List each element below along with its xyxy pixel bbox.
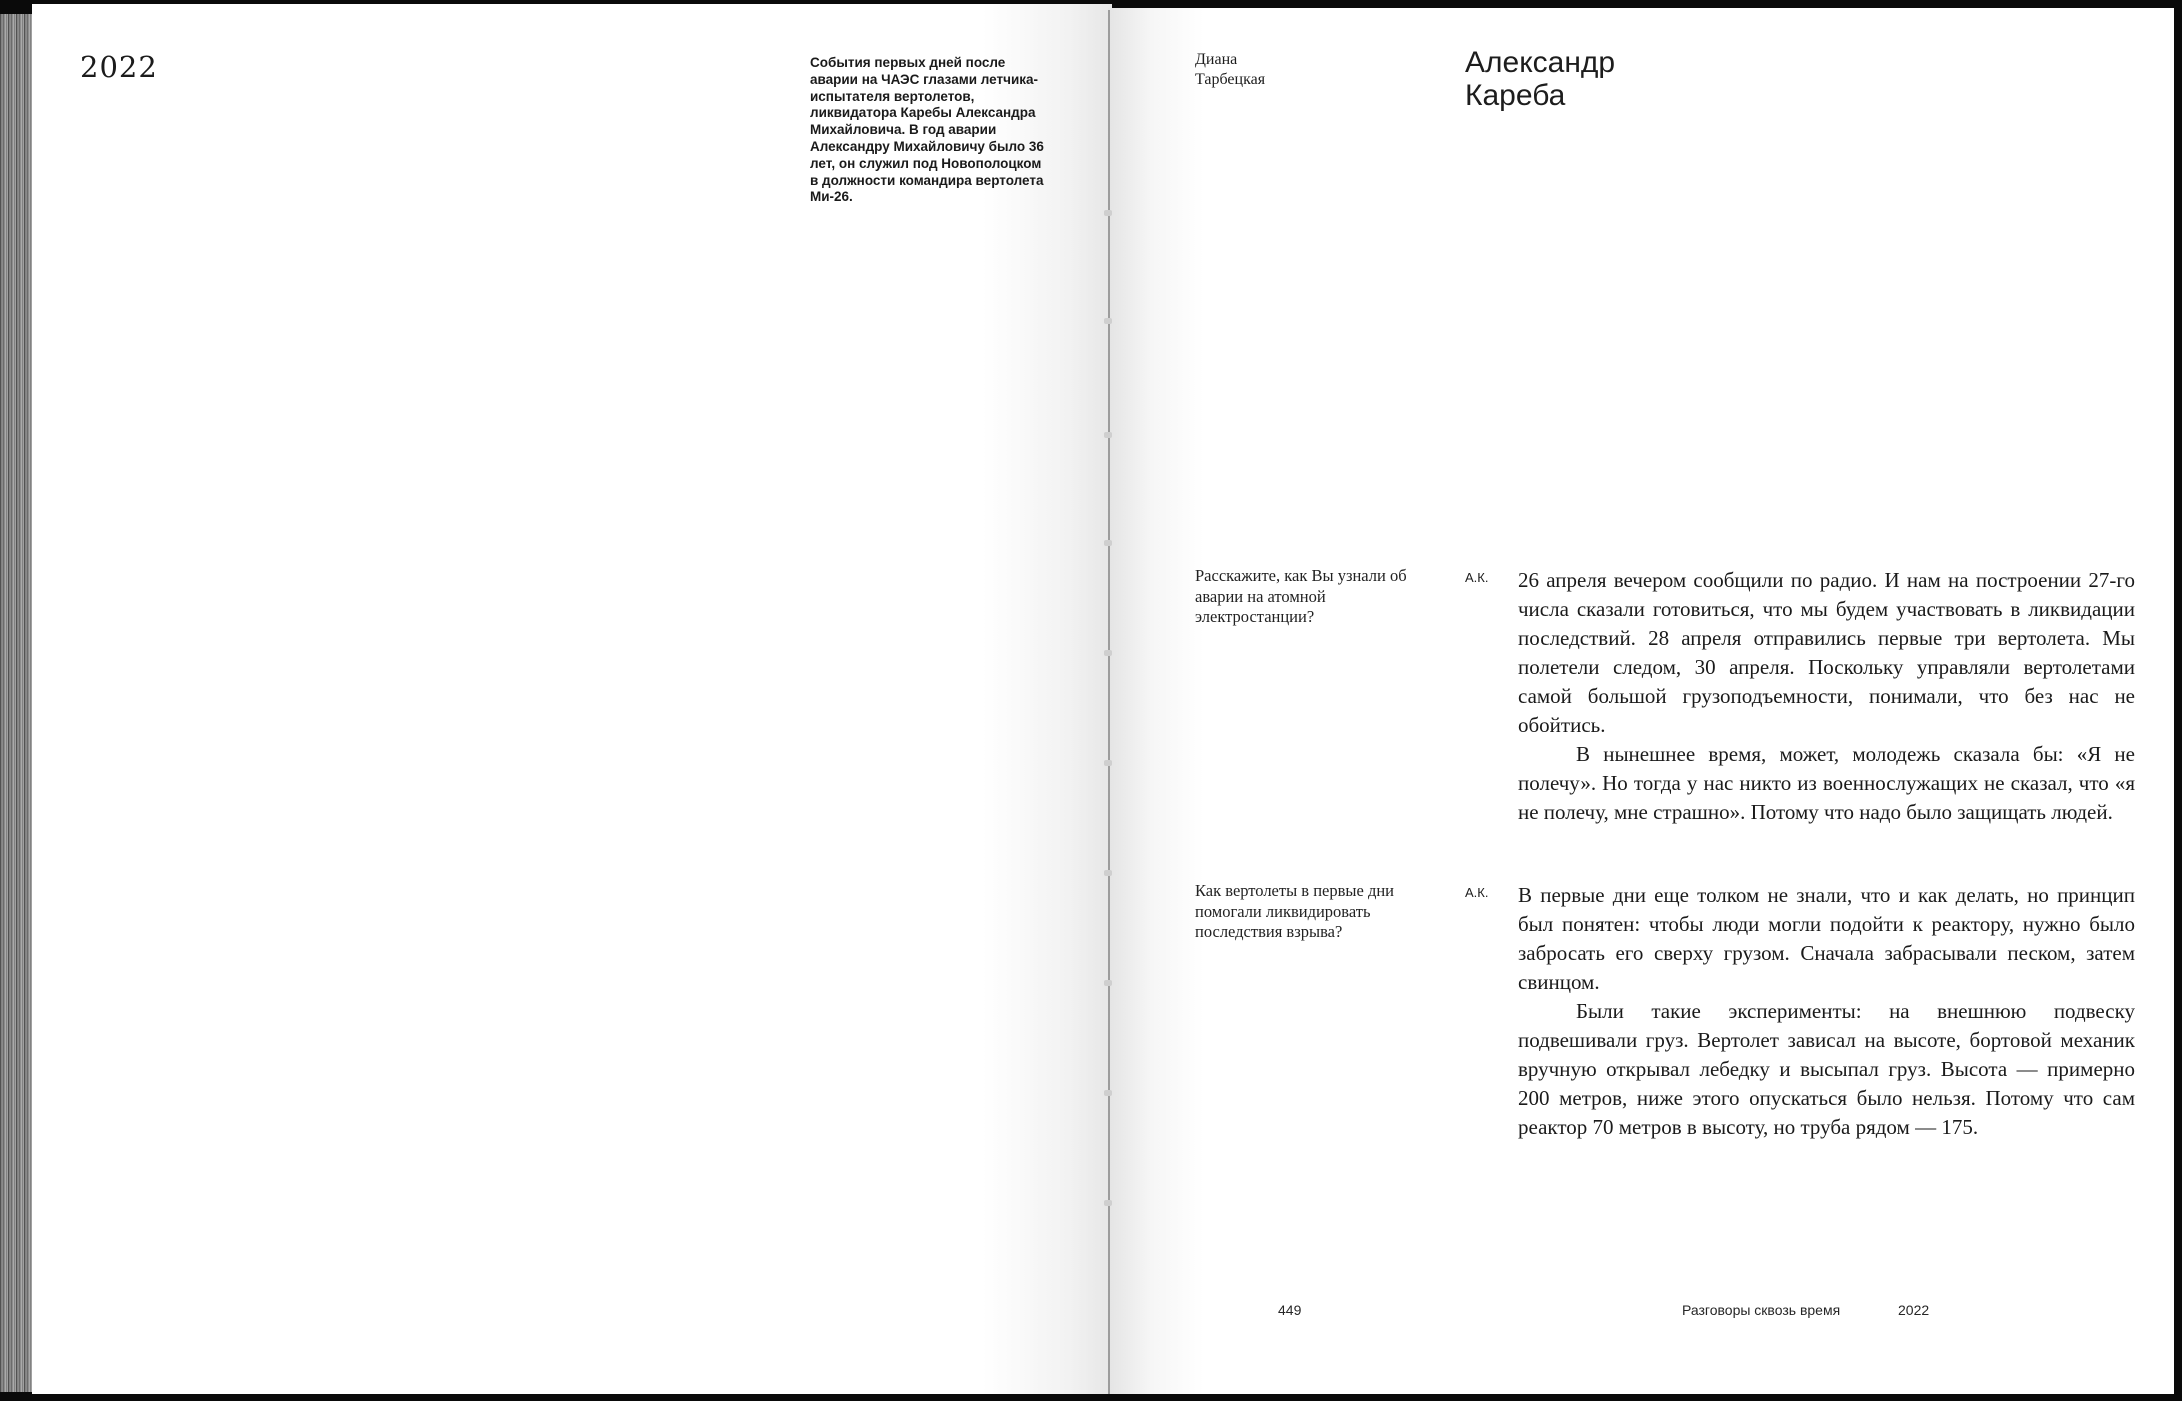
answer-paragraph: Были такие эксперименты: на внешнюю подвеску подвешивали груз. Вертолет зависал на высоте, бортовой механик вручную открывал лебедку и высыпал груз. Высота — примерно 200 метров, ниже этого опускаться было нельзя. Потому что сам реактор 70 метров в высоту, но труба рядом — 175. <box>1518 999 2135 1139</box>
binding-stitch <box>1104 870 1112 876</box>
book-gutter <box>1108 10 1110 1394</box>
intro-text: События первых дней после аварии на ЧАЭС глазами летчика-испытателя вертолетов, ликвидатора Каребы Александра Михайловича. В год аварии Александру Михайловичу было 36 лет, он служил под Новополоцком в должности командира вертолета Ми-26. <box>810 55 1044 205</box>
binding-stitch <box>1104 210 1112 216</box>
binding-stitch <box>1104 760 1112 766</box>
page-stack-edge <box>0 14 34 1392</box>
speaker-initials: А.К. <box>1465 570 1489 585</box>
binding-stitch <box>1104 432 1112 438</box>
interview-question: Расскажите, как Вы узнали об аварии на атомной электростанции? <box>1195 566 1407 626</box>
title-line-2: Кареба <box>1465 79 1566 112</box>
binding-stitch <box>1104 650 1112 656</box>
answer-paragraph: 26 апреля вечером сообщили по радио. И нам на построении 27-го числа сказали готовиться, что мы будем участвовать в ликвидации последствий. 28 апреля отправились первые три вертолета. Мы полетели следом, 30 апреля. Поскольку управляли вертолетами самой большой грузоподъемности, понимали, что без нас не обойтись. <box>1518 568 2135 737</box>
interview-answer <box>1518 566 2135 827</box>
running-title: Разговоры сквозь время <box>1682 1302 1841 1318</box>
article-title <box>1465 46 1865 112</box>
chapter-year: 2022 <box>80 50 158 84</box>
footer-year: 2022 <box>1898 1302 1930 1318</box>
interview-question: Как вертолеты в первые дни помогали ликвидировать последствия взрыва? <box>1195 881 1395 941</box>
speaker-initials: А.К. <box>1465 885 1489 900</box>
interview-answer <box>1518 881 2135 1142</box>
binding-stitch <box>1104 980 1112 986</box>
binding-stitch <box>1104 318 1112 324</box>
author-first-name: Диана <box>1195 51 1238 68</box>
binding-stitch <box>1104 1090 1112 1096</box>
title-line-1: Александр <box>1465 46 1616 79</box>
left-page <box>32 4 1112 1394</box>
binding-stitch <box>1104 1200 1112 1206</box>
answer-paragraph: В первые дни еще толком не знали, что и как делать, но принцип был понятен: чтобы люди могли подойти к реактору, нужно было забросать его сверху грузом. Сначала забрасывали песком, затем свинцом. <box>1518 883 2135 994</box>
author-name <box>1195 50 1395 90</box>
page-number: 449 <box>1278 1302 1302 1318</box>
answer-paragraph: В нынешнее время, может, молодежь сказала бы: «Я не полечу». Но тогда у нас никто из военнослужащих не сказал, что «я не полечу, мне страшно». Потому что надо было защищать людей. <box>1518 742 2135 824</box>
binding-stitch <box>1104 540 1112 546</box>
author-last-name: Тарбецкая <box>1195 71 1266 88</box>
